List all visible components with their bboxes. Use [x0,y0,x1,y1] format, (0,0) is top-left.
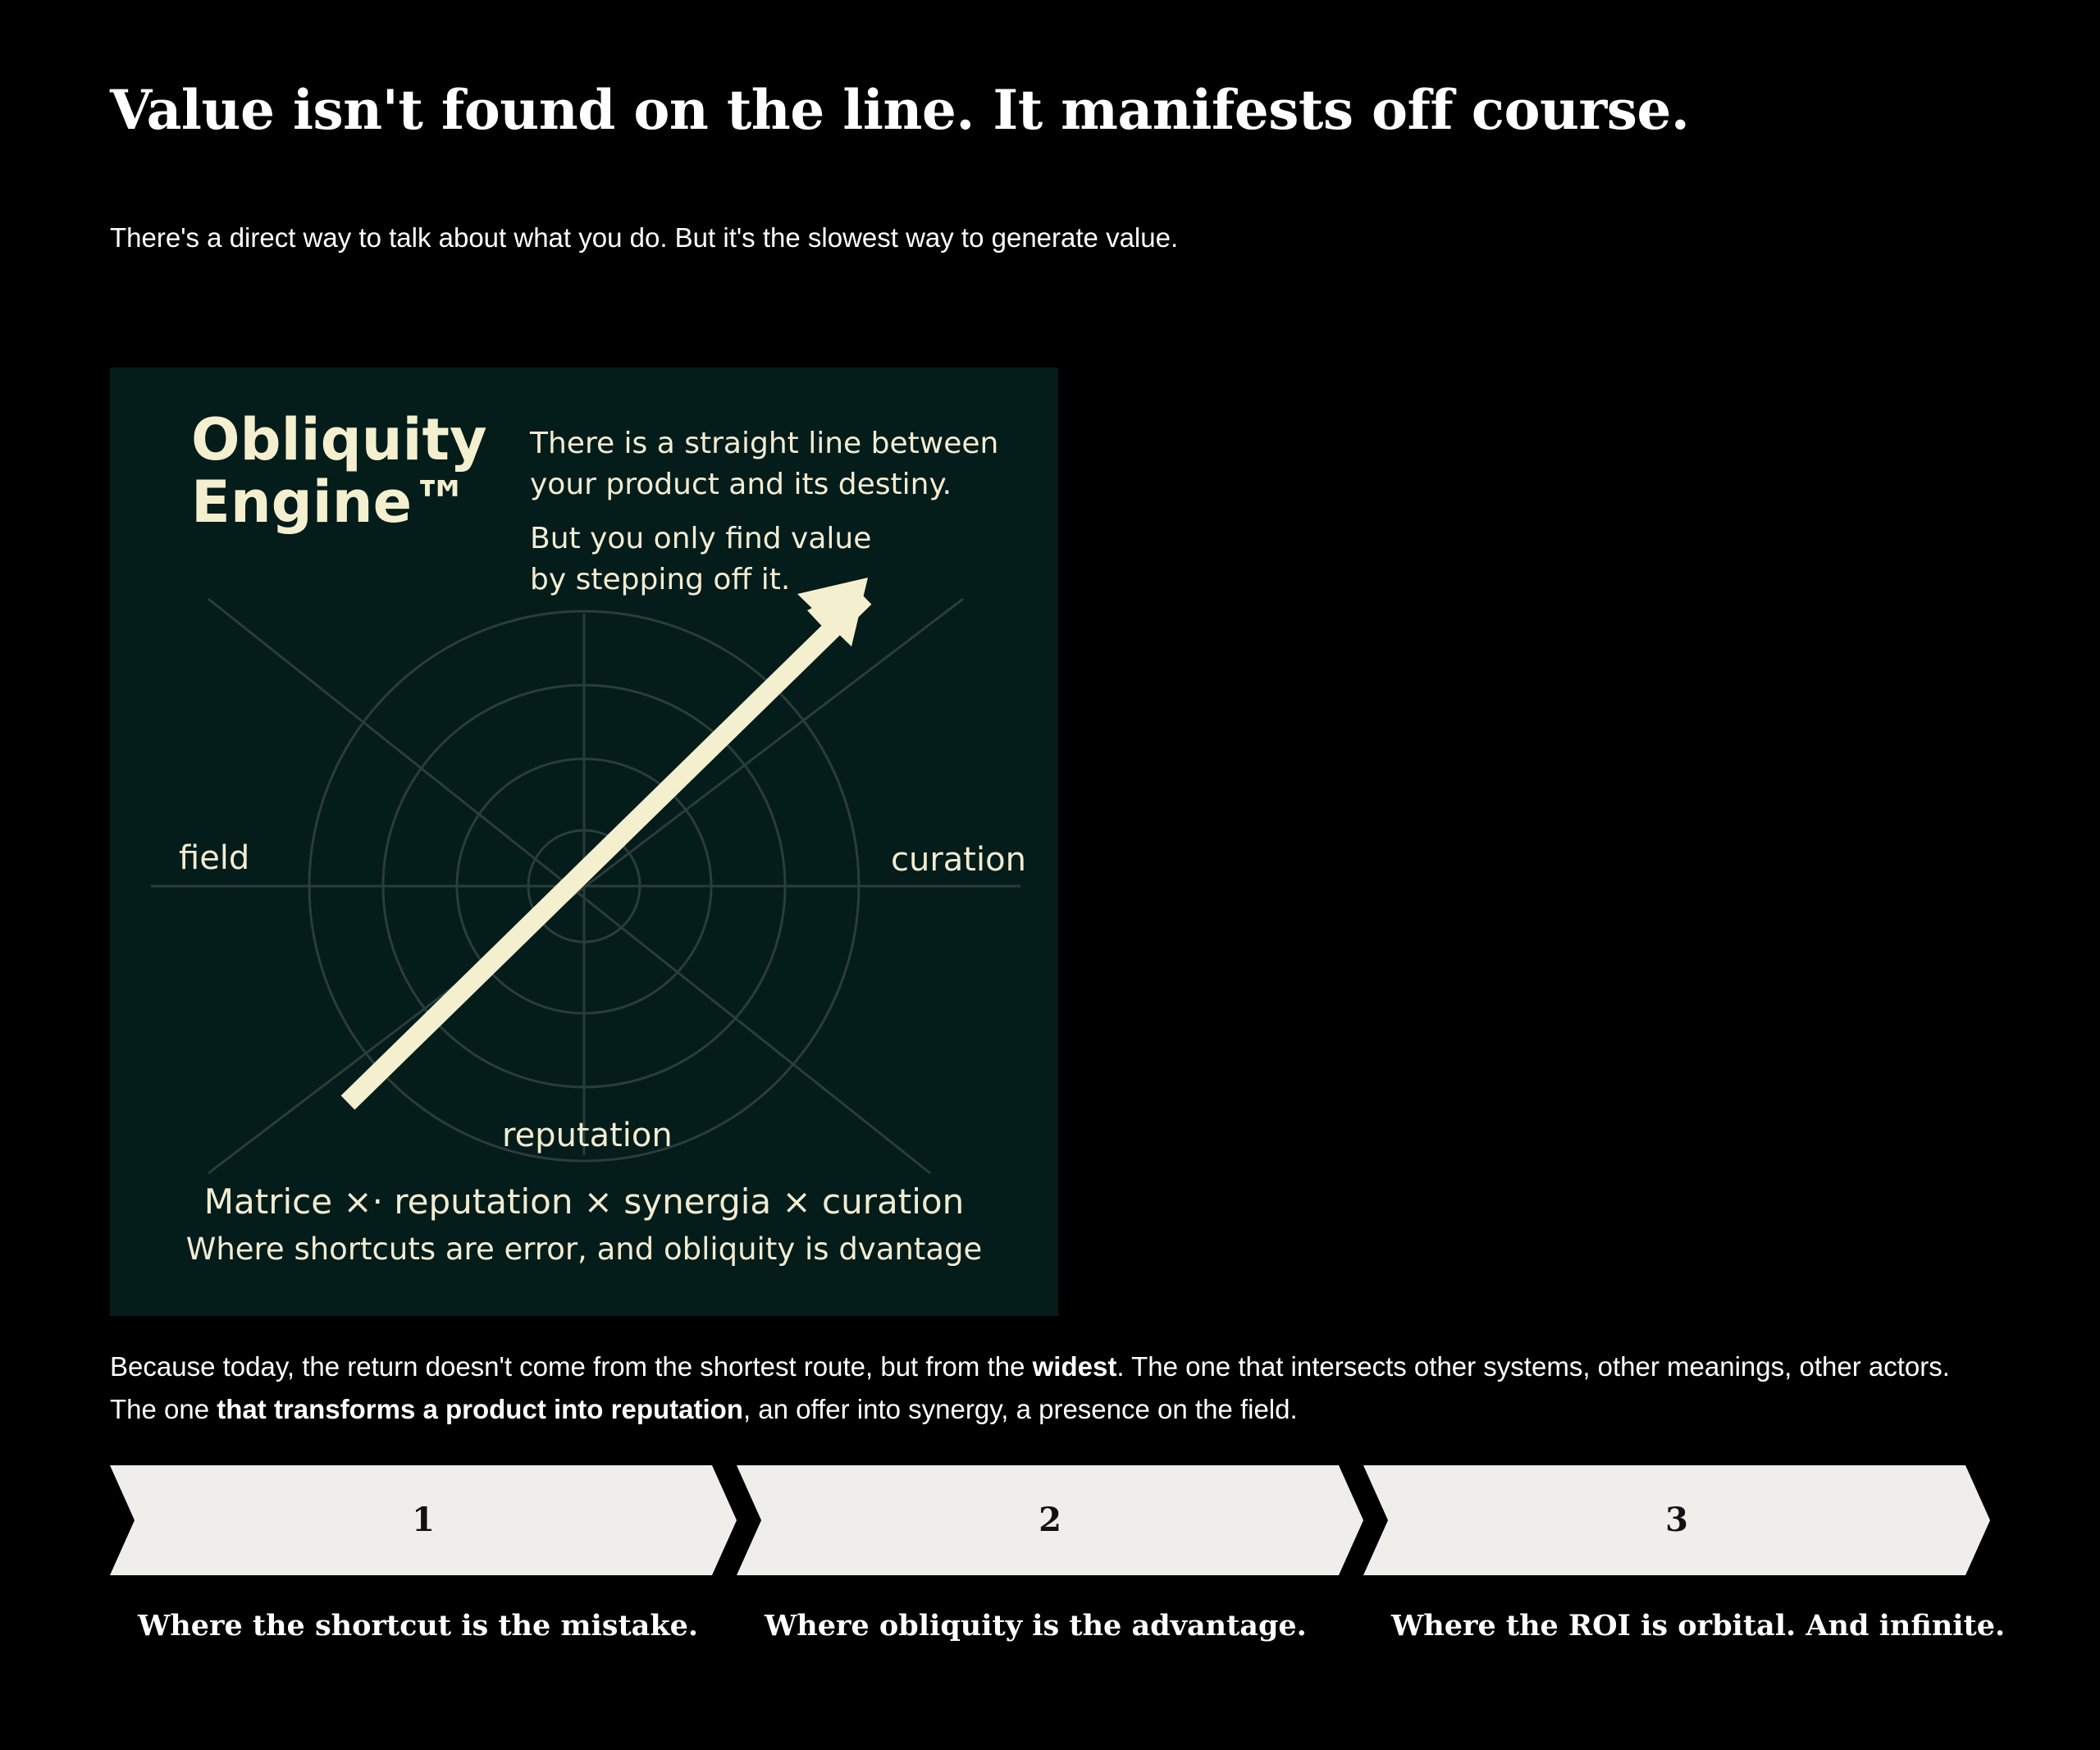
body-emphasis-widest: widest [1032,1351,1117,1382]
illustration-tagline: Where shortcuts are error, and obliquity is dvantage [185,1231,983,1267]
illustration-title-line-1: Obliquity [191,406,487,473]
axis-label-curation: curation [891,841,1026,879]
step-3-caption: Where the ROI is orbital. And infinite. [1391,1609,2006,1643]
body-paragraph [110,1346,1997,1431]
illustration-intro-continued [530,519,871,601]
step-3 [1363,1465,2006,1662]
step-2-caption: Where obliquity is the advantage. [765,1609,1307,1643]
step-2-number: 2 [1039,1501,1061,1539]
direction-arrow [348,578,868,1103]
page-subhead: There's a direct way to talk about what you do. But it's the slowest way to generate value. [110,222,1179,253]
intro-line-2: your product and its destiny. [530,468,952,501]
intro-line-4: by stepping off it. [530,563,791,596]
axis-label-reputation: reputation [502,1117,673,1154]
intro-line-3: But you only find value [530,522,872,555]
steps-row [110,1465,2006,1662]
illustration-formula: Matrice ×· reputation × synergia × curation [203,1181,965,1222]
body-text-1: Because today, the return doesn't come from the shortest route, but from the [110,1351,1033,1382]
body-emphasis-reputation: that transforms a product into reputation [217,1394,743,1424]
obliquity-engine-illustration [110,368,1058,1316]
step-1-caption: Where the shortcut is the mistake. [138,1609,699,1643]
step-1-number: 1 [412,1501,435,1539]
body-text-3: , an offer into synergy, a presence on the field. [742,1394,1298,1424]
axis-label-field: field [179,839,250,877]
illustration-title [191,406,487,536]
body-text-2: . The one that intersects other systems, other meanings, other actors. The one [110,1351,1950,1424]
step-3-number: 3 [1665,1501,1688,1539]
intro-line-1: There is a straight line between [530,427,999,460]
page-headline: Value isn't found on the line. It manifests off course. [110,78,1690,142]
illustration-title-line-2: Engine™ [191,468,470,536]
illustration-intro [530,423,998,505]
step-2 [737,1465,1363,1662]
step-1 [110,1465,737,1662]
